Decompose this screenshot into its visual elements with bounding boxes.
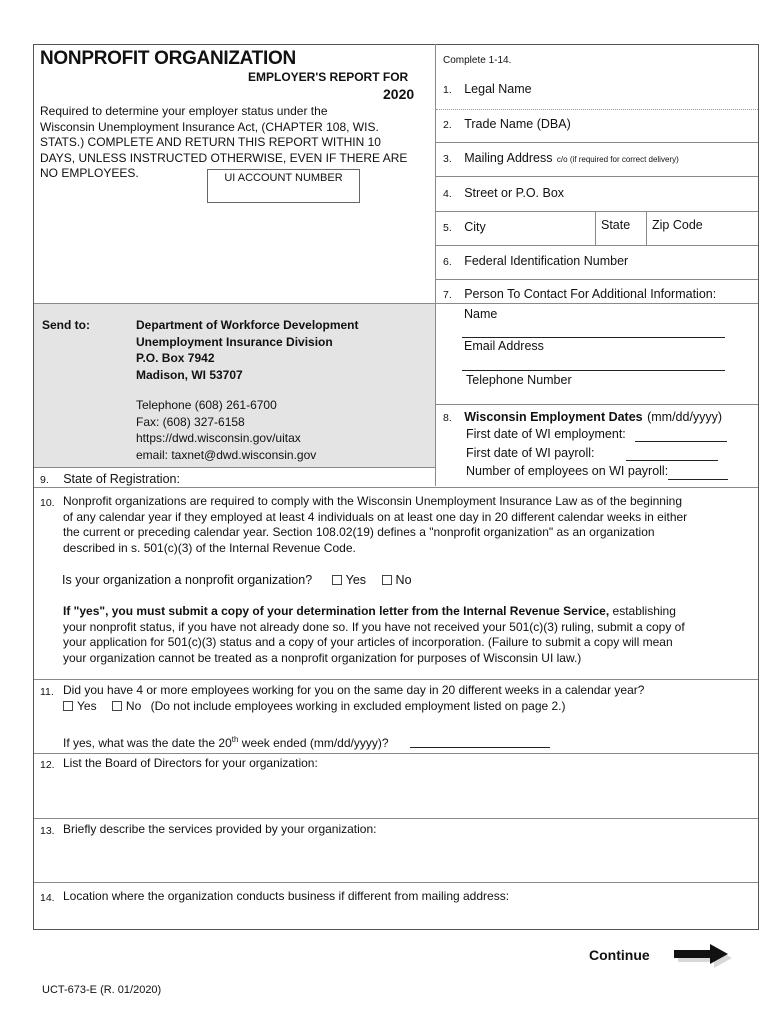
q10-yes-label: Yes [345,573,367,587]
contact-person-label: Person To Contact For Additional Information: [464,287,717,301]
field-number: 9. [40,474,49,486]
q10-lead-rest: establishing [609,604,676,618]
q14-label: Location where the organization conducts business if different from mailing address: [63,889,510,903]
ui-account-number-field[interactable] [207,169,360,203]
q10-detail-line: your application for 501(c)(3) status and a copy of your articles of incorporation. (Failure to submit a copy will mean [63,635,673,649]
date-format-hint: (mm/dd/yyyy) [647,410,723,424]
q10-question-row [62,573,412,587]
q13-label: Briefly describe the services provided by your organization: [63,822,377,836]
phone-text: Telephone (608) 261-6700 [136,398,277,412]
address-line: Unemployment Insurance Division [136,334,333,349]
report-year: 2020 [383,86,415,102]
divider [34,818,758,819]
state-field[interactable]: State [601,218,631,232]
board-of-directors-input[interactable] [34,775,758,817]
intro-line: NO EMPLOYEES. [40,166,139,180]
num-employees-label: Number of employees on WI payroll: [466,464,669,478]
divider [436,404,758,405]
divider [646,211,647,245]
mailing-address-label: Mailing Address [464,151,553,165]
street-label: Street or P.O. Box [464,186,565,200]
intro-line: STATS.) COMPLETE AND RETURN THIS REPORT WITHIN 10 [40,135,381,149]
address-line: Department of Workforce Development [136,318,359,332]
federal-id-field[interactable] [443,252,628,270]
q12-number: 12. [40,759,55,771]
divider [436,109,758,110]
q10-text [63,494,753,556]
first-payroll-input[interactable] [626,460,718,461]
q10-question: Is your organization a nonprofit organization? [62,573,313,587]
divider [34,882,758,883]
mailing-address-field[interactable] [443,149,679,167]
q11-followup-sup: th [231,735,239,744]
contact-email-label: Email Address [464,339,544,353]
divider [34,467,435,468]
divider [34,679,758,680]
first-employment-label: First date of WI employment: [466,427,626,441]
state-registration-label: State of Registration: [63,472,180,486]
q11-answer-row [63,699,566,715]
zip-code-field[interactable]: Zip Code [652,218,703,232]
divider [436,211,758,212]
intro-line: Required to determine your employer status under the [40,104,328,118]
q10-detail-line: your nonprofit status, if you have not already done so. If you have not received your 501(c)(3) ruling, submit a copy of [63,619,685,634]
q12-label: List the Board of Directors for your organization: [63,756,318,770]
q10-line: the current or preceding calendar year. Section 108.02(19) defines a "nonprofit organization" as an organization [63,525,655,539]
state-registration-field[interactable] [40,470,180,488]
form-code: UCT-673-E (R. 01/2020) [42,984,162,996]
street-field[interactable] [443,184,564,202]
federal-id-label: Federal Identification Number [464,254,629,268]
q11-date-input[interactable] [410,747,550,748]
field-number: 5. [443,222,452,234]
legal-name-field[interactable] [443,80,532,98]
ui-account-number-label: UI ACCOUNT NUMBER [224,172,343,184]
send-to-label: Send to: [42,318,90,332]
field-number: 3. [443,153,452,165]
column-divider [435,44,436,486]
complete-note: Complete 1-14. [443,55,512,66]
services-description-input[interactable] [34,840,758,881]
q11-number: 11. [40,686,54,698]
q11-no-checkbox[interactable] [112,701,122,711]
form-subtitle: EMPLOYER'S REPORT FOR [248,70,409,84]
form-title: NONPROFIT ORGANIZATION [40,48,296,69]
contact-email-input[interactable] [462,370,725,371]
q10-line: of any calendar year if they employed at least 4 individuals on at least one day in 20 different calendar weeks in either [63,509,688,524]
address-line: Madison, WI 53707 [136,367,243,382]
divider [436,142,758,143]
trade-name-label: Trade Name (DBA) [464,117,571,131]
q10-detail-line: your organization cannot be treated as a nonprofit organization for purposes of Wisconsin UI law.) [63,650,582,665]
q11-no-label: No [125,699,142,713]
address-line: P.O. Box 7942 [136,351,215,365]
q10-no-checkbox[interactable] [382,575,392,585]
trade-name-field[interactable] [443,115,571,133]
contact-person-heading [443,285,716,303]
q13-number: 13. [40,825,55,837]
q11-followup-text-end: week ended (mm/dd/yyyy)? [238,736,389,750]
first-payroll-label: First date of WI payroll: [466,446,595,460]
divider [436,279,758,280]
continue-arrow-icon[interactable] [672,941,734,971]
mailing-address-note: c/o (if required for correct delivery) [556,155,679,164]
field-number: 6. [443,256,452,268]
q11-yes-checkbox[interactable] [63,701,73,711]
employment-dates-heading [443,408,722,426]
fax-text: Fax: (608) 327-6158 [136,414,245,429]
q10-number: 10. [40,497,55,509]
first-employment-input[interactable] [635,441,727,442]
q11-followup [63,732,389,752]
contact-name-input[interactable] [462,337,725,338]
website-link[interactable]: https://dwd.wisconsin.gov/uitax [136,431,301,445]
q14-number: 14. [40,892,55,904]
q11-yes-label: Yes [77,699,97,713]
employment-dates-label: Wisconsin Employment Dates [464,410,643,424]
contact-phone-label[interactable]: Telephone Number [466,373,572,387]
q10-bold-lead: If "yes", you must submit a copy of your determination letter from the Internal Revenue Service, [63,604,610,618]
divider [34,753,758,754]
q10-instructions [63,604,753,666]
num-employees-input[interactable] [668,479,728,480]
contact-info-block [136,397,316,463]
field-number: 7. [443,289,452,301]
divider [436,245,758,246]
city-label: City [464,220,486,234]
q10-line: Nonprofit organizations are required to comply with the Wisconsin Unemployment Insurance Law as of the beginning [63,494,682,508]
field-number: 2. [443,119,452,131]
q11-note: (Do not include employees working in excluded employment listed on page 2.) [150,699,566,713]
field-number: 8. [443,412,452,424]
q10-no-label: No [395,573,412,587]
contact-name-label: Name [464,307,498,321]
q11-question: Did you have 4 or more employees working for you on the same day in 20 different weeks in a calendar year? [63,683,645,697]
intro-line: DAYS, UNLESS INSTRUCTED OTHERWISE, EVEN IF THERE ARE [40,150,408,165]
q10-yes-checkbox[interactable] [332,575,342,585]
field-number: 4. [443,188,452,200]
divider [595,211,596,245]
q10-line: described in s. 501(c)(3) of the Internal Revenue Code. [63,540,356,555]
continue-label[interactable]: Continue [589,947,650,963]
city-field[interactable] [443,218,486,236]
field-number: 1. [443,84,452,96]
intro-line: Wisconsin Unemployment Insurance Act, (CHAPTER 108, WIS. [40,119,379,134]
mailing-address-block [136,317,359,383]
divider [34,303,758,304]
q11-followup-text: If yes, what was the date the 20 [63,736,232,750]
divider [436,176,758,177]
legal-name-label: Legal Name [464,82,532,96]
business-location-input[interactable] [34,906,758,929]
email-link[interactable]: email: taxnet@dwd.wisconsin.gov [136,447,317,462]
